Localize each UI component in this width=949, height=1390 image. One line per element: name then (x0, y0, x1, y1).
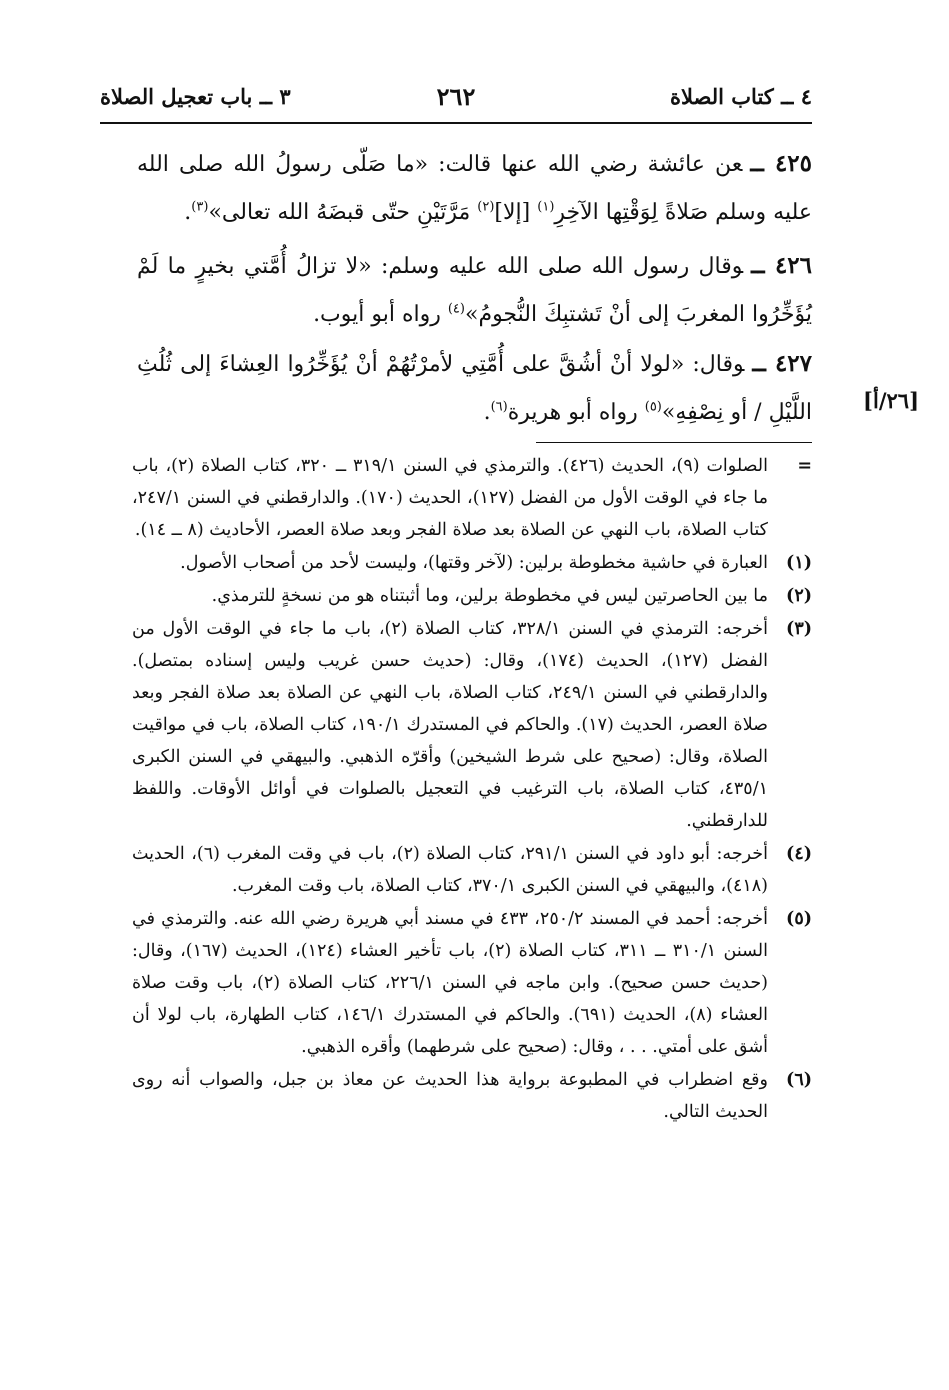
footnote-mark: (٤) (786, 844, 812, 864)
footnote-ref: (١) (537, 199, 555, 215)
footnote-text: أخرجه: أبو داود في السنن ٢٩١/١، كتاب الصلاة (٢)، باب في وقت المغرب (٦)، الحديث (٤١٨)، والبيهقي في السنن الكبرى ٣٧٠/١، كتاب الصلاة، باب وقت المغرب. (132, 844, 768, 896)
footnote-ref: (٦) (490, 399, 508, 415)
footnote-text: الصلوات (٩)، الحديث (٤٢٦). والترمذي في السنن ٣١٩/١ ــ ٣٢٠، كتاب الصلاة (٢)، باب ما جاء في الوقت الأول من الفضل (١٢٧)، الحديث (١٧٠). والدارقطني في السنن ٢٤٧/١، كتاب الصلاة، باب النهي عن الصلاة بعد صلاة الفجر وبعد صلاة العصر، الأحاديث (٨ ــ ١٤). (132, 456, 768, 540)
header-divider (100, 122, 812, 124)
hadith-text: عن عائشة رضي الله عنها قالت: «ما صَلّى رسولُ الله صلى الله عليه وسلم صَلاةً لِوَقْتِها الآخِرِ (137, 152, 812, 225)
footnote (132, 580, 812, 612)
footnote-mark: (١) (786, 553, 812, 573)
page-number: ٢٦٢ (436, 82, 476, 111)
header-book-title: ٤ ــ كتاب الصلاة (670, 84, 812, 109)
footnote-text: وقع اضطراب في المطبوعة برواية هذا الحديث عن معاذ بن جبل، والصواب أنه روى الحديث التالي. (132, 1070, 768, 1122)
footnote-text: ما بين الحاصرتين ليس في مخطوطة برلين، وما أثبتناه هو من نسخةٍ للترمذي. (211, 586, 768, 606)
hadith-number: ٤٢٦ ــ (751, 252, 812, 279)
footnote-ref: (٤) (447, 301, 465, 317)
hadith-426 (137, 242, 812, 339)
footnote-mark: (٣) (786, 619, 812, 639)
footnote-mark: (٢) (786, 586, 812, 606)
hadith-text: [إلا] (494, 200, 538, 225)
header-chapter-title: ٣ ــ باب تعجيل الصلاة (100, 84, 291, 109)
footnote-mark: = (797, 456, 812, 476)
footnote-text: أخرجه: أحمد في المسند ٢٥٠/٢، ٤٣٣ في مسند أبي هريرة رضي الله عنه. والترمذي في السنن ٣١٠/١ ــ ٣١١، كتاب الصلاة (٢)، باب تأخير العشاء (١٢٤)، الحديث (١٦٧)، وقال: (حديث حسن صحيح). وابن ماجه في السنن ٢٢٦/١، كتاب الصلاة (٢)، باب وقت صلاة العشاء (٨)، الحديث (٦٩١). والحاكم في المستدرك ١٤٦/١، كتاب الطهارة، باب لولا أن أشق على أمتي. . . ، وقال: (صحيح على شرطهما) وأقره الذهبي. (132, 909, 769, 1057)
hadith-text: رواه أبو هريرة (507, 400, 645, 425)
footnote (132, 903, 812, 1063)
footnote-ref: (٣) (191, 199, 209, 215)
manuscript-folio-marker: [٢٦/أ] (863, 388, 919, 413)
hadith-text: . (483, 400, 491, 425)
hadith-427 (137, 340, 812, 437)
footnote-divider (536, 442, 812, 443)
footnote (132, 450, 812, 546)
footnotes (132, 450, 812, 1129)
footnote-text: أخرجه: الترمذي في السنن ٣٢٨/١، كتاب الصلاة (٢)، باب ما جاء في الوقت الأول من الفضل (١٢٧)، الحديث (١٧٤)، وقال: (حديث حسن غريب وليس إسناده بمتصل). والدارقطني في السنن ٢٤٩/١، كتاب الصلاة، باب النهي عن الصلاة بعد صلاة الفجر وبعد صلاة العصر، الحديث (١٧). والحاكم في المستدرك ١٩٠/١، كتاب الصلاة، باب في مواقيت الصلاة، وقال: (صحيح على شرط الشيخين) وأقرّه الذهبي. والبيهقي في السنن الكبرى ٤٣٥/١، كتاب الصلاة، باب الترغيب في التعجيل بالصلوات في أوائل الأوقات. واللفظ للدارقطني. (132, 619, 769, 831)
footnote-ref: (٢) (477, 199, 495, 215)
hadith-text: وقال: «لولا أنْ أشُقَّ على أُمَّتِي لأمرْتُهُمْ أنْ يُؤَخِّرُوا العِشاءَ إلى ثُلُثِ اللَّيْلِ / أو نِصْفِهِ» (137, 352, 812, 425)
hadith-number: ٤٢٧ ــ (752, 350, 813, 377)
hadith-text: . (184, 200, 192, 225)
footnote (132, 613, 812, 837)
footnote-mark: (٦) (786, 1070, 812, 1090)
footnote (132, 838, 812, 902)
hadith-text: وقال رسول الله صلى الله عليه وسلم: «لا تزالُ أُمَّتي بخيرٍ ما لَمْ يُؤَخِّرُوا المغربَ إلى أنْ تَشتبِكَ النُّجومُ» (137, 254, 812, 327)
hadith-number: ٤٢٥ ــ (750, 150, 813, 177)
footnote-text: العبارة في حاشية مخطوطة برلين: (لآخر وقتها)، وليست لأحد من أصحاب الأصول. (180, 553, 768, 573)
running-header (100, 80, 812, 120)
hadith-text: مَرَّتَيْنِ حتّى قبضَهُ الله تعالى» (208, 200, 478, 225)
hadith-text: رواه أبو أيوب. (313, 302, 448, 327)
footnote (132, 1064, 812, 1128)
footnote-ref: (٥) (644, 399, 662, 415)
footnote (132, 547, 812, 579)
footnote-mark: (٥) (786, 909, 812, 929)
hadith-425 (137, 140, 812, 237)
